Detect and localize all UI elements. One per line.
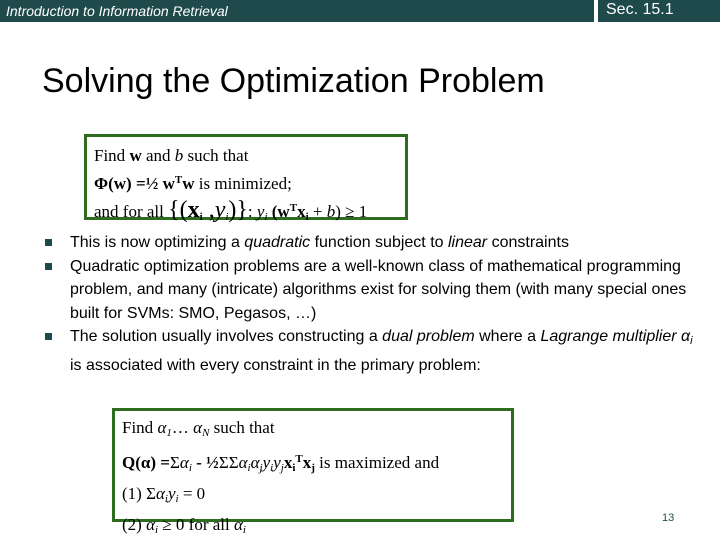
bullet-item-3: The solution usually involves constructing a dual problem where a Lagrange multiplier $\alpha_i$ is associated with every constraint in the primary problem: (44, 325, 704, 377)
primal-line-3: and for all {($x_i$ $,y_i$)}: $y_i$ $(w^Tx_i + b) \ge 1$ (94, 197, 368, 223)
dual-problem-box (112, 408, 514, 536)
header-section-bar (598, 0, 720, 22)
bullet-square-icon (45, 333, 52, 340)
dual-line-2: $Q(\alpha) =\Sigma\alpha_i$ - $\frac{1}{2}\Sigma\Sigma\alpha_i\alpha_jy_iy_jx_i^Tx_j$ is maximized and (122, 453, 440, 474)
dual-line-4: (2) $\alpha_i \ge 0$ for all $\alpha_i$ (122, 515, 246, 536)
header-course-bar (0, 0, 594, 22)
course-title: Introduction to Information Retrieval (6, 3, 228, 19)
primal-problem-box (84, 134, 408, 223)
primal-line-2: Φ(w) =½ $w^Tw$ is minimized; (94, 174, 292, 193)
dual-line-1: Find $\alpha_1\dots$ $\alpha_N$ such that (122, 418, 275, 439)
dual-line-3: (1) $\Sigma\alpha_iy_i = 0$ (122, 484, 206, 505)
bullet-list (44, 231, 704, 377)
section-label: Sec. 15.1 (606, 1, 674, 18)
bullet-square-icon (45, 239, 52, 246)
slide-title: Solving the Optimization Problem (42, 62, 545, 100)
page-number: 13 (662, 512, 675, 524)
bullet-item-2: Quadratic optimization problems are a well-known class of mathematical programming problem, and many (intricate) algorithms exist for solving them (with many special ones built for SVMs: SMO, Pegasos, …) (44, 255, 704, 326)
primal-line-1: Find w and b such that (94, 146, 249, 165)
bullet-square-icon (45, 263, 52, 270)
bullet-item-1: This is now optimizing a quadratic function subject to linear constraints (44, 231, 704, 255)
